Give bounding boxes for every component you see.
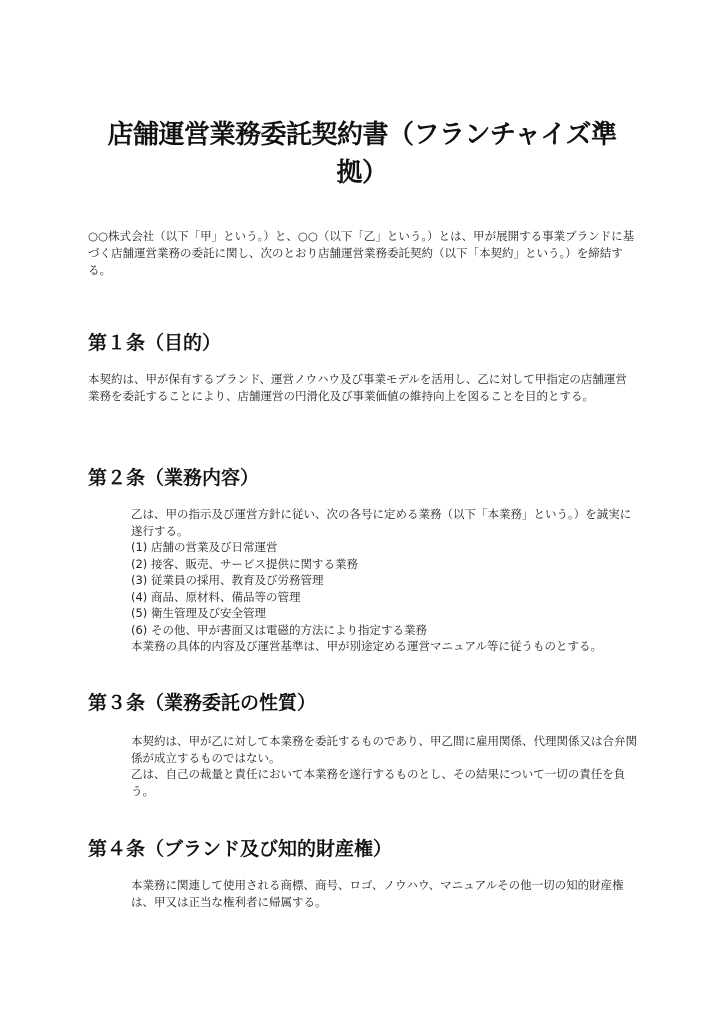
article-2-item-5: (5) 衛生管理及び安全管理 <box>131 606 266 620</box>
article-2-body <box>131 506 641 655</box>
title-line-2: 拠） <box>336 158 388 188</box>
article-1-paragraph: 本契約は、甲が保有するブランド、運営ノウハウ及び事業モデルを活用し、乙に対して甲指定の店舗運営業務を委託することにより、店舗運営の円滑化及び事業価値の維持向上を図ることを目的とする。 <box>88 372 627 403</box>
document-title <box>95 116 629 192</box>
article-3-paragraph-1: 本契約は、甲が乙に対して本業務を委託するものであり、甲乙間に雇用関係、代理関係又は合弁関係が成立するものではない。 <box>131 734 637 765</box>
article-2-closing: 本業務の具体的内容及び運営基準は、甲が別途定める運営マニュアル等に従うものとする。 <box>131 639 603 653</box>
article-3-paragraph-2: 乙は、自己の裁量と責任において本業務を遂行するものとし、その結果について一切の責任を負う。 <box>131 767 626 798</box>
article-4-body <box>131 877 641 910</box>
article-2-item-1: (1) 店舗の営業及び日常運営 <box>131 540 278 554</box>
article-4-heading: 第４条（ブランド及び知的財産権） <box>88 838 393 860</box>
article-3-body <box>131 733 641 799</box>
article-2-item-3: (3) 従業員の採用、教育及び労務管理 <box>131 573 324 587</box>
article-2-intro: 乙は、甲の指示及び運営方針に従い、次の各号に定める業務（以下「本業務」という。）を誠実に遂行する。 <box>131 507 632 538</box>
article-3-heading: 第３条（業務委託の性質） <box>88 692 317 714</box>
article-2-item-4: (4) 商品、原材料、備品等の管理 <box>131 589 301 604</box>
article-2-heading: 第２条（業務内容） <box>88 467 260 489</box>
preamble-paragraph: ○○株式会社（以下「甲」という。）と、○○（以下「乙」という。）とは、甲が展開する事業ブランドに基づく店舗運営業務の委託に関し、次のとおり店舗運営業務委託契約（以下「本契約」という。）を締結する。 <box>88 229 635 277</box>
article-2-item-6: (6) その他、甲が書面又は電磁的方法により指定する業務 <box>131 622 427 637</box>
article-1-body <box>88 371 636 404</box>
article-4-paragraph: 本業務に関連して使用される商標、商号、ロゴ、ノウハウ、マニュアルその他一切の知的財産権は、甲又は正当な権利者に帰属する。 <box>131 878 624 909</box>
article-2-item-2: (2) 接客、販売、サービス提供に関する業務 <box>131 556 358 571</box>
article-1-heading: 第１条（目的） <box>88 332 222 354</box>
title-line-1: 店舗運営業務委託契約書（フランチャイズ準 <box>107 120 617 150</box>
